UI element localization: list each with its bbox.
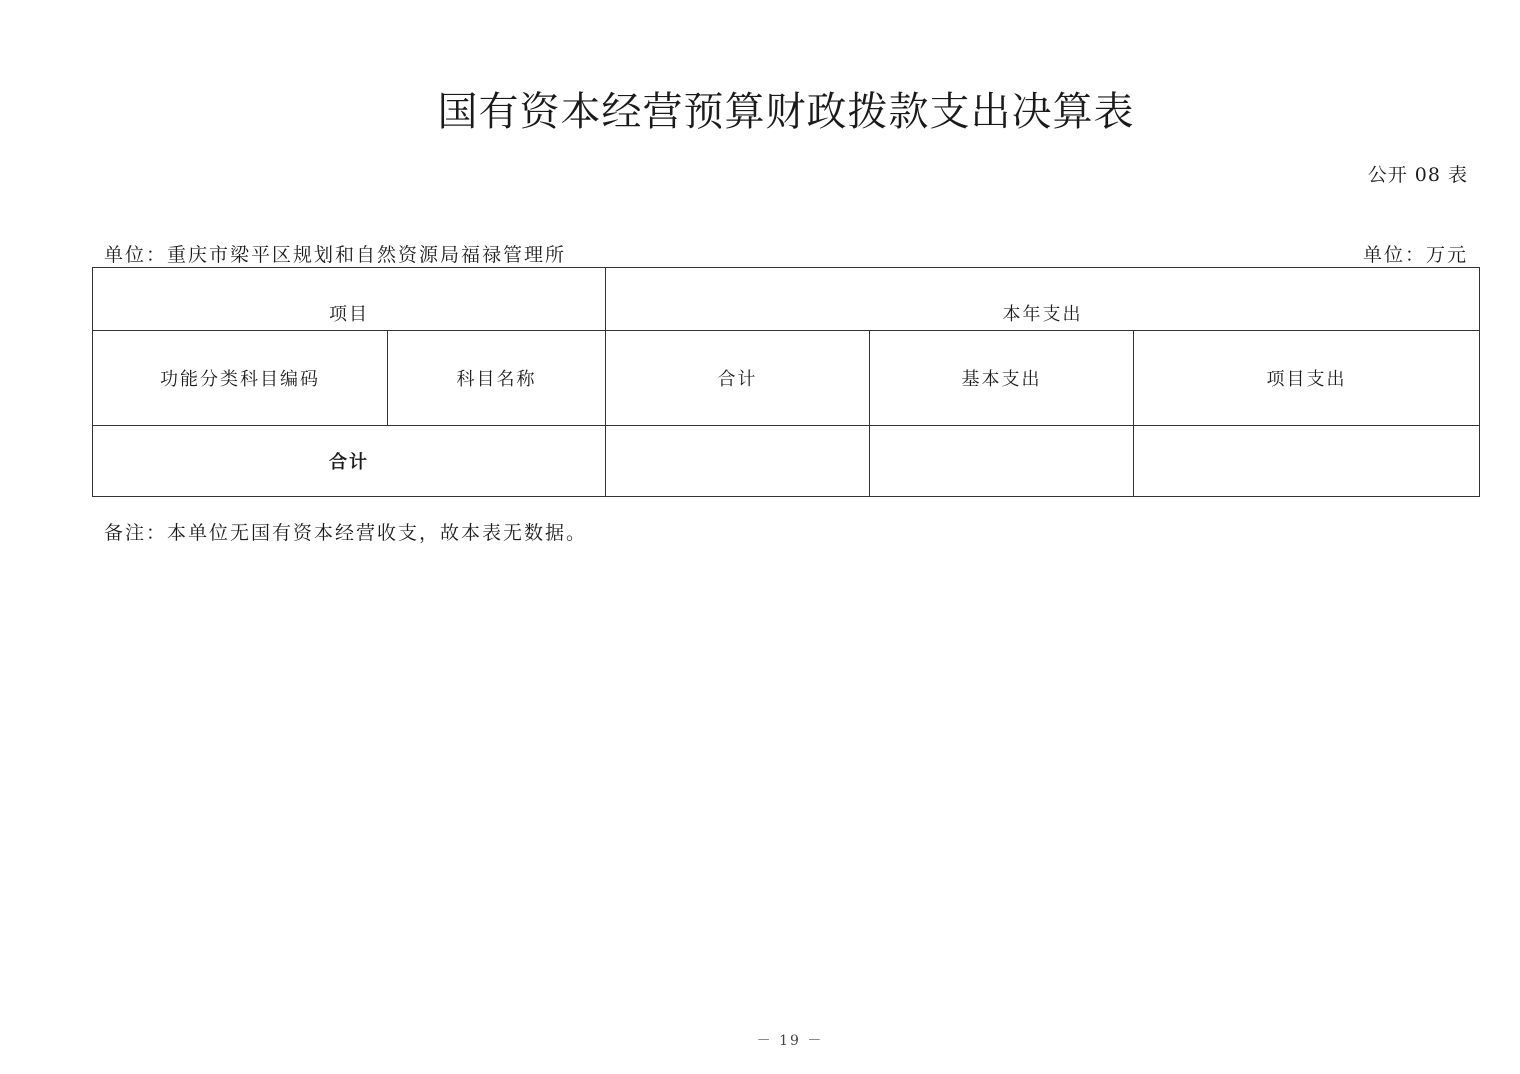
header-item: 项目 [93,268,606,331]
unit-currency: 单位：万元 [1362,244,1468,266]
total-row [93,426,1480,497]
header-row-2 [93,331,1480,426]
unit-organization: 单位：重庆市梁平区规划和自然资源局福禄管理所 [104,244,567,266]
page-number: － 19 － [756,1033,824,1049]
expenditure-table [92,267,1480,497]
header-row-1 [93,268,1480,331]
header-subject-name: 科目名称 [388,331,606,426]
footnote: 备注：本单位无国有资本经营收支，故本表无数据。 [104,522,588,544]
header-total: 合计 [606,331,870,426]
project-value [1134,426,1480,497]
page-title: 国有资本经营预算财政拨款支出决算表 [437,89,1135,135]
total-label: 合计 [93,426,606,497]
header-project-expenditure: 项目支出 [1134,331,1480,426]
header-function-code: 功能分类科目编码 [93,331,388,426]
total-value [606,426,870,497]
header-basic-expenditure: 基本支出 [870,331,1134,426]
header-current-year-expenditure: 本年支出 [606,268,1480,331]
table-number: 公开 08 表 [1367,164,1468,186]
basic-value [870,426,1134,497]
